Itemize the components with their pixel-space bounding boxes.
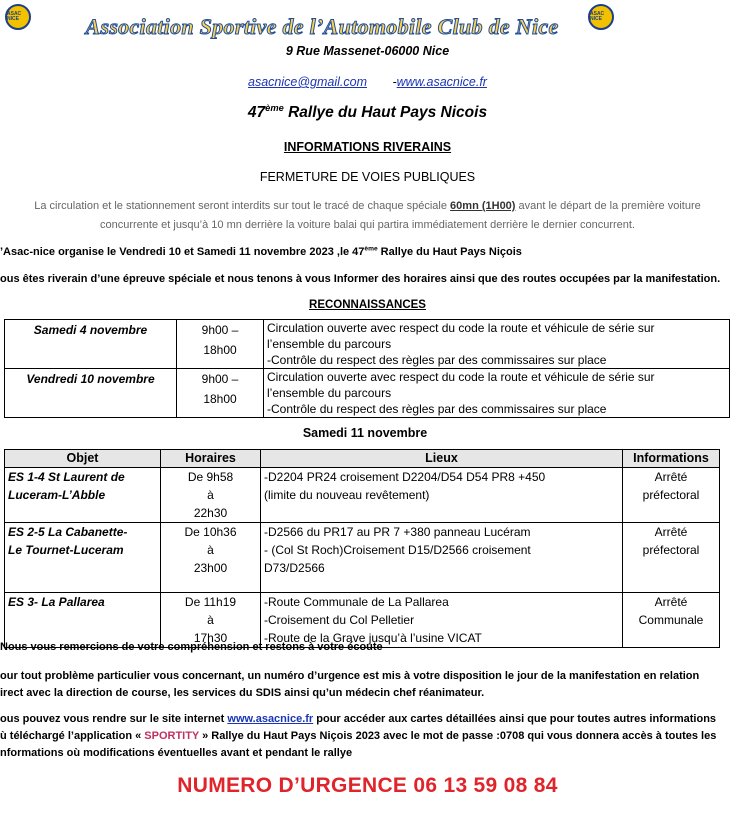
organise-part1: ’Asac-nice organise le Vendredi 10 et Samedi 11 novembre 2023 ,le 47 xyxy=(0,246,365,258)
intro-part1: La circulation et le stationnement seront interdits sur tout le tracé de chaque spéciale xyxy=(34,200,451,212)
closures-table xyxy=(4,449,720,648)
info-line: Communale xyxy=(638,613,704,627)
horaire-line: De 10h36 xyxy=(184,525,237,539)
site-text: » Rallye du Haut Pays Niçois 2023 avec le mot de passe :0708 qui vous donnera accès à toutes les xyxy=(199,730,717,742)
table-row xyxy=(5,468,720,523)
fermeture-title: FERMETURE DE VOIES PUBLIQUES xyxy=(259,170,476,184)
horaire-line: à xyxy=(207,488,214,502)
reco-hours xyxy=(177,320,264,369)
table-header-row xyxy=(5,450,720,468)
remerciement-text: Nous vous remercions de votre compréhension et restons à votre écoute xyxy=(0,641,383,653)
hour-end: 18h00 xyxy=(203,343,237,357)
cell-informations xyxy=(623,593,720,648)
header-objet: Objet xyxy=(5,450,161,468)
cell-lieux xyxy=(261,523,623,593)
table-row xyxy=(5,523,720,593)
site-text: ù téléchargé l’application « xyxy=(0,730,145,742)
cell-objet xyxy=(5,593,161,648)
info-line: préfectoral xyxy=(642,488,700,502)
objet-line: ES 1-4 St Laurent de xyxy=(8,470,125,484)
asac-logo-right xyxy=(588,4,614,30)
lieu-line: D73/D2566 xyxy=(264,561,325,575)
lieu-line: -Route de la Grave jusqu’à l’usine VICAT xyxy=(264,631,482,645)
info-riverains-title: INFORMATIONS RIVERAINS xyxy=(283,140,452,154)
lieu-line: - (Col St Roch)Croisement D15/D2566 croisement xyxy=(264,543,531,557)
lieu-line: -D2204 PR24 croisement D2204/D54 D54 PR8 +450 xyxy=(264,470,546,484)
asac-logo-left xyxy=(5,4,31,30)
detail-line: l’ensemble du parcours xyxy=(267,337,392,351)
objet-line: Le Tournet-Luceram xyxy=(8,543,124,557)
horaire-line: 22h30 xyxy=(193,506,228,520)
detail-line: -Contrôle du respect des règles par des commissaires sur place xyxy=(267,402,607,416)
cell-horaires xyxy=(161,523,261,593)
cell-objet xyxy=(5,523,161,593)
table-row xyxy=(5,369,730,418)
logo-text: ASAC NICE xyxy=(590,11,605,22)
reco-details xyxy=(264,369,730,418)
header-horaires: Horaires xyxy=(161,450,261,468)
hour-end: 18h00 xyxy=(203,392,237,406)
lieu-line: -D2566 du PR17 au PR 7 +380 panneau Lucéram xyxy=(264,525,531,539)
email-link[interactable]: asacnice@gmail.com xyxy=(248,75,367,89)
organise-sup: ème xyxy=(364,245,378,253)
objet-line: Luceram-L’Abble xyxy=(8,488,106,502)
table-row xyxy=(5,320,730,369)
riverain-paragraph: ous êtes riverain d’une épreuve spéciale et nous tenons à vous Informer des horaires ainsi que des routes occupées par la manifestation. xyxy=(0,273,721,285)
info-line: Arrêté xyxy=(654,470,688,484)
contact-links xyxy=(0,75,735,89)
horaire-line: 17h30 xyxy=(193,631,228,645)
detail-line: Circulation ouverte avec respect du code la route et véhicule de série sur xyxy=(267,370,655,384)
rally-number: 47 xyxy=(247,104,266,121)
objet-line: ES 2-5 La Cabanette- xyxy=(8,525,128,539)
detail-line: l’ensemble du parcours xyxy=(267,386,392,400)
cell-lieux xyxy=(261,468,623,523)
detail-line: Circulation ouverte avec respect du code la route et véhicule de série sur xyxy=(267,321,655,335)
lieu-line: -Route Communale de La Pallarea xyxy=(264,595,449,609)
site-paragraph xyxy=(0,711,716,762)
cell-horaires xyxy=(161,468,261,523)
urgence-number: NUMERO D’URGENCE 06 13 59 08 84 xyxy=(177,774,558,797)
logo-text: ASAC NICE xyxy=(7,11,22,22)
reco-details xyxy=(264,320,730,369)
reco-hours xyxy=(177,369,264,418)
reco-day: Vendredi 10 novembre xyxy=(5,369,177,418)
rally-title xyxy=(0,104,735,122)
organise-paragraph xyxy=(0,246,522,258)
cell-informations xyxy=(623,468,720,523)
site-line: nformations où modifications éventuelles avant et pendant le rallye xyxy=(0,747,353,759)
rally-name: Rallye du Haut Pays Nicois xyxy=(288,104,488,121)
hour-start: 9h00 – xyxy=(201,372,239,386)
probleme-paragraph xyxy=(0,668,699,702)
detail-line: -Contrôle du respect des règles par des commissaires sur place xyxy=(267,353,607,367)
site-text: pour accéder aux cartes détaillées ainsi que pour toutes autres informations xyxy=(313,713,717,725)
link-separator: - xyxy=(392,75,397,89)
samedi-title: Samedi 11 novembre xyxy=(302,426,428,440)
table-row xyxy=(5,593,720,648)
horaire-line: à xyxy=(207,613,214,627)
info-line: préfectoral xyxy=(642,543,700,557)
hour-start: 9h00 – xyxy=(201,323,239,337)
cell-informations xyxy=(623,523,720,593)
horaire-line: De 9h58 xyxy=(187,470,234,484)
intro-paragraph xyxy=(4,197,731,235)
lieu-line: (limite du nouveau revêtement) xyxy=(264,488,430,502)
reconnaissances-title: RECONNAISSANCES xyxy=(309,299,426,311)
association-title: Association Sportive de l’Automobile Club de Nice xyxy=(85,14,559,39)
organise-part2: Rallye du Haut Pays Niçois xyxy=(377,246,522,258)
site-line xyxy=(0,728,716,745)
reco-day: Samedi 4 novembre xyxy=(5,320,177,369)
lieu-line: -Croisement du Col Pelletier xyxy=(264,613,415,627)
probleme-line: irect avec la direction de course, les services du SDIS ainsi qu’un médecin chef réanimateur. xyxy=(0,687,485,699)
site-link[interactable]: www.asacnice.fr xyxy=(227,713,314,725)
header-lieux: Lieux xyxy=(261,450,623,468)
site-line xyxy=(0,711,716,728)
horaire-line: à xyxy=(207,543,214,557)
objet-line: ES 3- La Pallarea xyxy=(8,595,105,609)
info-line: Arrêté xyxy=(654,595,688,609)
cell-horaires xyxy=(161,593,261,648)
intro-part2: avant le départ de la première voiture concurrente et jusqu’à 10 mn derrière la voiture balai qui partira immédiatement derrière le dernier concurrent. xyxy=(100,200,701,231)
header-informations: Informations xyxy=(623,450,720,468)
probleme-line: our tout problème particulier vous concernant, un numéro d’urgence est mis à votre disposition le jour de la manifestation en relation xyxy=(0,670,700,682)
info-line: Arrêté xyxy=(654,525,688,539)
site-text: ous pouvez vous rendre sur le site internet xyxy=(0,713,228,725)
intro-highlight: 60mn (1H00) xyxy=(450,200,516,212)
reconnaissances-table xyxy=(4,319,730,418)
rally-sup: ème xyxy=(265,102,284,113)
horaire-line: De 11h19 xyxy=(184,595,237,609)
cell-objet xyxy=(5,468,161,523)
website-link[interactable]: www.asacnice.fr xyxy=(396,75,487,89)
cell-lieux xyxy=(261,593,623,648)
horaire-line: 23h00 xyxy=(193,561,228,575)
sportity-app-name: SPORTITY xyxy=(144,730,200,742)
address: 9 Rue Massenet-06000 Nice xyxy=(285,44,450,58)
